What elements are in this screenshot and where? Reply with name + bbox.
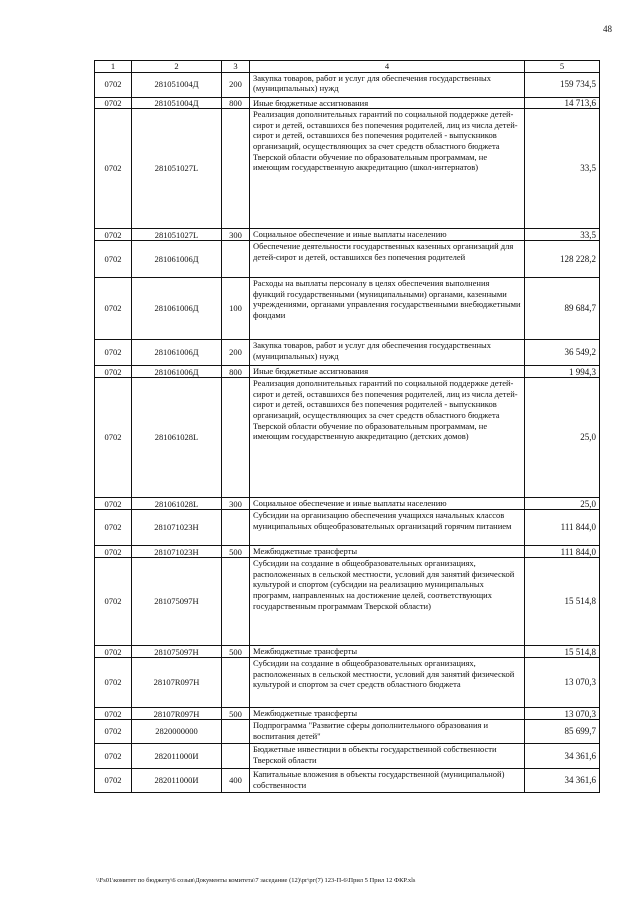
section-cell: 0702 xyxy=(95,72,132,97)
code-cell: 281061006Д xyxy=(132,278,222,340)
table-row xyxy=(95,546,600,558)
header-col-1: 1 xyxy=(95,61,132,73)
amount-cell: 15 514,8 xyxy=(525,558,600,646)
expense-type-cell: 300 xyxy=(222,498,250,510)
amount-cell: 33,5 xyxy=(525,109,600,229)
table-row xyxy=(95,720,600,744)
expense-type-cell: 500 xyxy=(222,546,250,558)
table-row xyxy=(95,646,600,658)
expense-type-cell: 800 xyxy=(222,97,250,109)
code-cell: 281051027L xyxy=(132,109,222,229)
amount-cell: 111 844,0 xyxy=(525,546,600,558)
expense-type-cell xyxy=(222,378,250,498)
description-cell: Межбюджетные трансферты xyxy=(250,708,525,720)
amount-cell: 34 361,6 xyxy=(525,769,600,793)
table-row xyxy=(95,229,600,241)
code-cell: 282011000И xyxy=(132,769,222,793)
table-row xyxy=(95,658,600,708)
description-cell: Социальное обеспечение и иные выплаты населению xyxy=(250,498,525,510)
table-row xyxy=(95,378,600,498)
expense-type-cell xyxy=(222,720,250,744)
amount-cell: 128 228,2 xyxy=(525,241,600,278)
code-cell: 281071023Н xyxy=(132,546,222,558)
description-cell: Межбюджетные трансферты xyxy=(250,546,525,558)
page-number: 48 xyxy=(603,24,612,34)
amount-cell: 15 514,8 xyxy=(525,646,600,658)
amount-cell: 14 713,6 xyxy=(525,97,600,109)
section-cell: 0702 xyxy=(95,109,132,229)
expense-type-cell: 500 xyxy=(222,708,250,720)
expense-type-cell: 400 xyxy=(222,769,250,793)
amount-cell: 85 699,7 xyxy=(525,720,600,744)
header-col-5: 5 xyxy=(525,61,600,73)
code-cell: 281061006Д xyxy=(132,366,222,378)
description-cell: Иные бюджетные ассигнования xyxy=(250,366,525,378)
description-cell: Социальное обеспечение и иные выплаты населению xyxy=(250,229,525,241)
header-col-2: 2 xyxy=(132,61,222,73)
section-cell: 0702 xyxy=(95,646,132,658)
amount-cell: 25,0 xyxy=(525,498,600,510)
amount-cell: 159 734,5 xyxy=(525,72,600,97)
code-cell: 28107R097Н xyxy=(132,708,222,720)
description-cell: Подпрограмма "Развитие сферы дополнительного образования и воспитания детей" xyxy=(250,720,525,744)
expense-type-cell: 300 xyxy=(222,229,250,241)
code-cell: 281051027L xyxy=(132,229,222,241)
table-row xyxy=(95,97,600,109)
header-col-4: 4 xyxy=(250,61,525,73)
table-row xyxy=(95,241,600,278)
code-cell: 281071023Н xyxy=(132,510,222,546)
description-cell: Реализация дополнительных гарантий по социальной поддержке детей-сирот и детей, оставшихся без попечения родителей, лиц из числа детей-сирот и детей, оставшихся без попечения родителей - выпускников организаций, осуществляющих за счет средств областного бюджета Тверской области обучение по образовательным программам, не имеющим государственную аккредитацию (детских домов) xyxy=(250,378,525,498)
expense-type-cell: 100 xyxy=(222,278,250,340)
code-cell: 281061006Д xyxy=(132,241,222,278)
amount-cell: 25,0 xyxy=(525,378,600,498)
expense-type-cell: 800 xyxy=(222,366,250,378)
section-cell: 0702 xyxy=(95,658,132,708)
expense-type-cell xyxy=(222,658,250,708)
expense-type-cell xyxy=(222,109,250,229)
table-body xyxy=(95,72,600,793)
code-cell: 281061028L xyxy=(132,498,222,510)
description-cell: Закупка товаров, работ и услуг для обеспечения государственных (муниципальных) нужд xyxy=(250,340,525,366)
section-cell: 0702 xyxy=(95,510,132,546)
budget-table xyxy=(94,60,600,793)
section-cell: 0702 xyxy=(95,744,132,769)
expense-type-cell: 200 xyxy=(222,340,250,366)
table-header-row xyxy=(95,61,600,73)
table-row xyxy=(95,340,600,366)
table-row xyxy=(95,109,600,229)
amount-cell: 34 361,6 xyxy=(525,744,600,769)
description-cell: Субсидии на создание в общеобразовательных организациях, расположенных в сельской местности, условий для занятий физической культурой и спортом (субсидии на реализацию муниципальных программ, направленных на достижение целей, соответствующих государственным программам Тверской области) xyxy=(250,558,525,646)
amount-cell: 36 549,2 xyxy=(525,340,600,366)
description-cell: Иные бюджетные ассигнования xyxy=(250,97,525,109)
section-cell: 0702 xyxy=(95,558,132,646)
section-cell: 0702 xyxy=(95,378,132,498)
description-cell: Субсидии на организацию обеспечения учащихся начальных классов муниципальных общеобразовательных организаций горячим питанием xyxy=(250,510,525,546)
code-cell: 281075097Н xyxy=(132,646,222,658)
description-cell: Бюджетные инвестиции в объекты государственной собственности Тверской области xyxy=(250,744,525,769)
code-cell: 282011000И xyxy=(132,744,222,769)
table-row xyxy=(95,72,600,97)
expense-type-cell xyxy=(222,510,250,546)
code-cell: 281051004Д xyxy=(132,72,222,97)
description-cell: Закупка товаров, работ и услуг для обеспечения государственных (муниципальных) нужд xyxy=(250,72,525,97)
expense-type-cell xyxy=(222,558,250,646)
section-cell: 0702 xyxy=(95,498,132,510)
table-row xyxy=(95,278,600,340)
table-row xyxy=(95,498,600,510)
table-row xyxy=(95,744,600,769)
section-cell: 0702 xyxy=(95,278,132,340)
table-row xyxy=(95,510,600,546)
table-row xyxy=(95,769,600,793)
description-cell: Расходы на выплаты персоналу в целях обеспечения выполнения функций государственными (муниципальными) органами, казенными учреждениями, органами управления государственными внебюджетными фондами xyxy=(250,278,525,340)
section-cell: 0702 xyxy=(95,241,132,278)
amount-cell: 1 994,3 xyxy=(525,366,600,378)
expense-type-cell xyxy=(222,241,250,278)
amount-cell: 33,5 xyxy=(525,229,600,241)
code-cell: 281061006Д xyxy=(132,340,222,366)
table-row xyxy=(95,708,600,720)
code-cell: 281061028L xyxy=(132,378,222,498)
table-row xyxy=(95,366,600,378)
description-cell: Капитальные вложения в объекты государственной (муниципальной) собственности xyxy=(250,769,525,793)
section-cell: 0702 xyxy=(95,708,132,720)
code-cell: 28107R097Н xyxy=(132,658,222,708)
amount-cell: 13 070,3 xyxy=(525,658,600,708)
header-col-3: 3 xyxy=(222,61,250,73)
section-cell: 0702 xyxy=(95,720,132,744)
section-cell: 0702 xyxy=(95,97,132,109)
description-cell: Обеспечение деятельности государственных казенных организаций для детей-сирот и детей, оставшихся без попечения родителей xyxy=(250,241,525,278)
section-cell: 0702 xyxy=(95,229,132,241)
amount-cell: 111 844,0 xyxy=(525,510,600,546)
description-cell: Межбюджетные трансферты xyxy=(250,646,525,658)
code-cell: 281075097Н xyxy=(132,558,222,646)
section-cell: 0702 xyxy=(95,546,132,558)
description-cell: Субсидии на создание в общеобразовательных организациях, расположенных в сельской местности, условий для занятий физической культурой и спортом за счет средств областного бюджета xyxy=(250,658,525,708)
amount-cell: 89 684,7 xyxy=(525,278,600,340)
section-cell: 0702 xyxy=(95,340,132,366)
description-cell: Реализация дополнительных гарантий по социальной поддержке детей-сирот и детей, оставшихся без попечения родителей, лиц из числа детей-сирот и детей, оставшихся без попечения родителей - выпускников организаций, осуществляющих за счет средств областного бюджета Тверской области обучение по образовательным программам, не имеющим государственную аккредитацию (школ-интернатов) xyxy=(250,109,525,229)
file-path-footer: \\Fs01\комитет по бюджету\6 созыв\Документы комитета\7 заседание (12)\рг\рг(7) 123-П-6\Прил 5 Прил 12 ФКР.xls xyxy=(96,877,416,884)
table-row xyxy=(95,558,600,646)
expense-type-cell xyxy=(222,744,250,769)
section-cell: 0702 xyxy=(95,366,132,378)
section-cell: 0702 xyxy=(95,769,132,793)
expense-type-cell: 500 xyxy=(222,646,250,658)
code-cell: 281051004Д xyxy=(132,97,222,109)
expense-type-cell: 200 xyxy=(222,72,250,97)
code-cell: 2820000000 xyxy=(132,720,222,744)
amount-cell: 13 070,3 xyxy=(525,708,600,720)
